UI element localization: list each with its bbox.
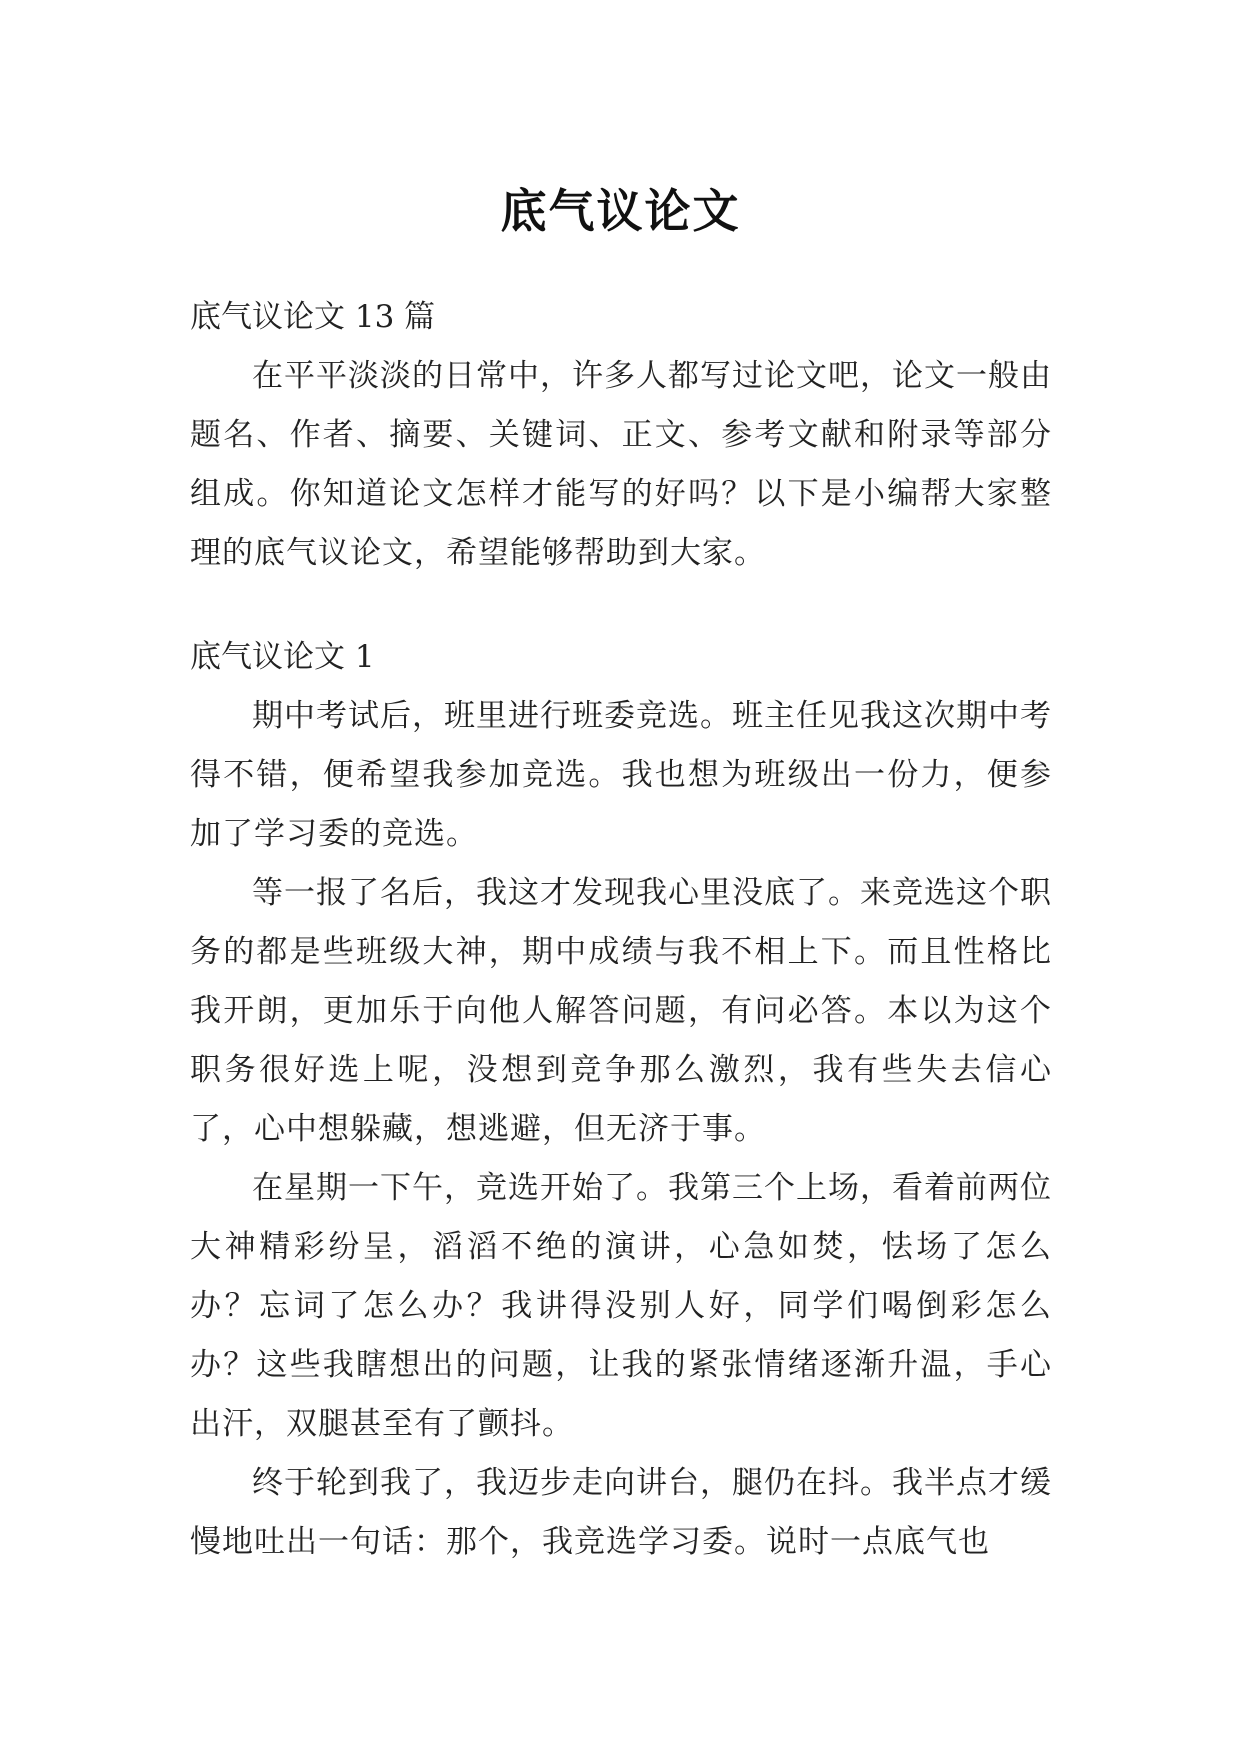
essay-1-paragraph-2: 等一报了名后，我这才发现我心里没底了。来竞选这个职务的都是些班级大神，期中成绩与我不相上下。而且性格比我开朗，更加乐于向他人解答问题，有问必答。本以为这个职务很好选上呢，没想到竞争那么激烈，我有些失去信心了，心中想躲藏，想逃避，但无济于事。 [190,875,1052,1147]
essay-1-paragraph-4: 终于轮到我了，我迈步走向讲台，腿仍在抖。我半点才缓慢地吐出一句话：那个，我竞选学习委。说时一点底气也 [190,1465,1052,1560]
intro-section [190,288,1052,583]
essay-1-paragraph-3: 在星期一下午，竞选开始了。我第三个上场，看着前两位大神精彩纷呈，滔滔不绝的演讲，心急如焚，怯场了怎么办？忘词了怎么办？我讲得没别人好，同学们喝倒彩怎么办？这些我瞎想出的问题，让我的紧张情绪逐渐升温，手心出汗，双腿甚至有了颤抖。 [190,1170,1052,1442]
intro-paragraph: 在平平淡淡的日常中，许多人都写过论文吧，论文一般由题名、作者、摘要、关键词、正文、参考文献和附录等部分组成。你知道论文怎样才能写的好吗？以下是小编帮大家整理的底气议论文，希望能够帮助到大家。 [190,358,1052,571]
intro-subtitle: 底气议论文 13 篇 [190,299,436,335]
essay-1-heading: 底气议论文 1 [190,639,375,675]
document-title: 底气议论文 [500,183,741,238]
essay-1-section [190,628,1052,1572]
essay-1-paragraph-1: 期中考试后，班里进行班委竞选。班主任见我这次期中考得不错，便希望我参加竞选。我也想为班级出一份力，便参加了学习委的竞选。 [190,698,1052,852]
